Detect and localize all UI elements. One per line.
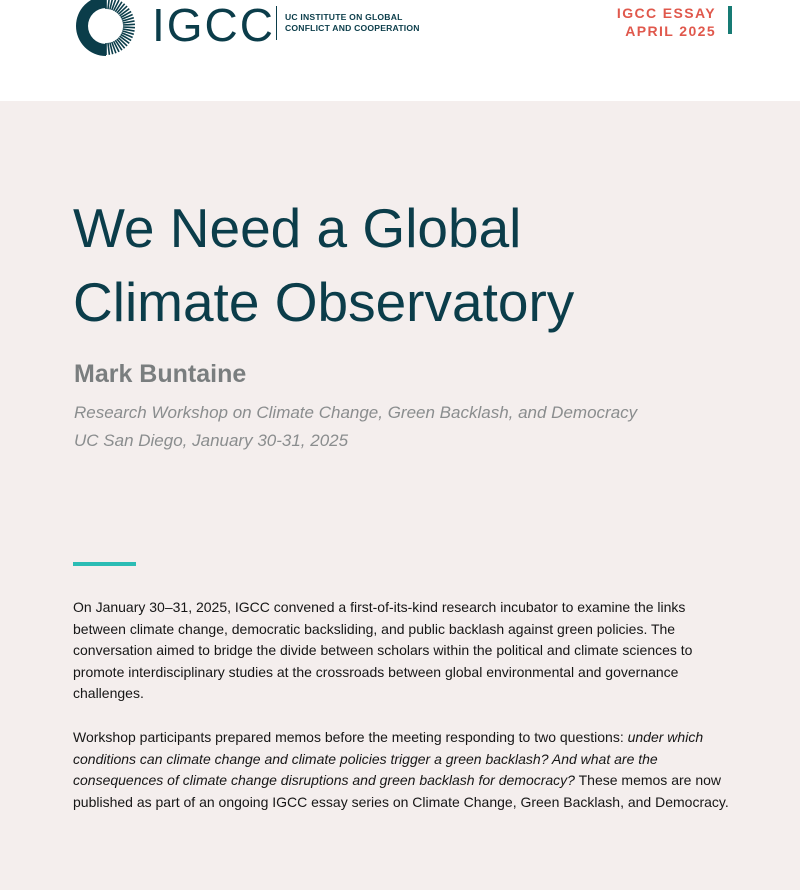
questions-paragraph-end: These memos are now published as part of an ongoing IGCC essay series on Climate Change, Green Backlash, and Democracy. — [73, 772, 729, 810]
igcc-logo-icon — [70, 0, 142, 58]
essay-accent-bar — [728, 6, 732, 34]
questions-paragraph — [73, 727, 733, 813]
tagline-line-1: UC INSTITUTE ON GLOBAL — [285, 12, 403, 22]
title-line-1: We Need a Global — [73, 197, 522, 259]
logo-crescent — [76, 0, 106, 56]
title-line-2: Climate Observatory — [73, 271, 575, 333]
tagline-line-2: CONFLICT AND COOPERATION — [285, 23, 420, 33]
subtitle-line-1: Research Workshop on Climate Change, Green Backlash, and Democracy — [74, 403, 638, 422]
subtitle-line-2: UC San Diego, January 30-31, 2025 — [74, 431, 349, 450]
workshop-subtitle — [74, 399, 637, 455]
logo-tagline — [285, 12, 455, 34]
cover-content — [0, 101, 800, 890]
intro-paragraph: On January 30–31, 2025, IGCC convened a first-of-its-kind research incubator to examine the links between climate change, democratic backsliding, and public backlash against green policies. The conversation aimed to bridge the divide between scholars within the political and climate sciences to promote interdisciplinary studies at the crossroads between global environmental and governance challenges. — [73, 599, 693, 702]
logo-wordmark: IGCC — [152, 0, 275, 51]
logo-ray — [123, 24, 135, 25]
logo-ray — [123, 27, 135, 28]
questions-paragraph-italic: under which conditions can climate change and climate policies trigger a green backlash? And what are the consequences of climate change disruptions and green backlash for democracy? — [73, 729, 704, 789]
essay-label: IGCC ESSAY — [616, 5, 716, 21]
logo-ray — [108, 0, 109, 9]
accent-divider — [73, 562, 136, 566]
essay-date: APRIL 2025 — [625, 23, 716, 39]
essay-tag — [617, 4, 716, 40]
author-name: Mark Buntaine — [74, 360, 247, 388]
logo-ray — [108, 43, 109, 55]
page-title — [73, 191, 574, 339]
questions-paragraph-start: Workshop participants prepared memos before the meeting responding to two questions: — [73, 729, 628, 745]
logo-divider — [276, 6, 277, 40]
page-header — [0, 0, 800, 101]
